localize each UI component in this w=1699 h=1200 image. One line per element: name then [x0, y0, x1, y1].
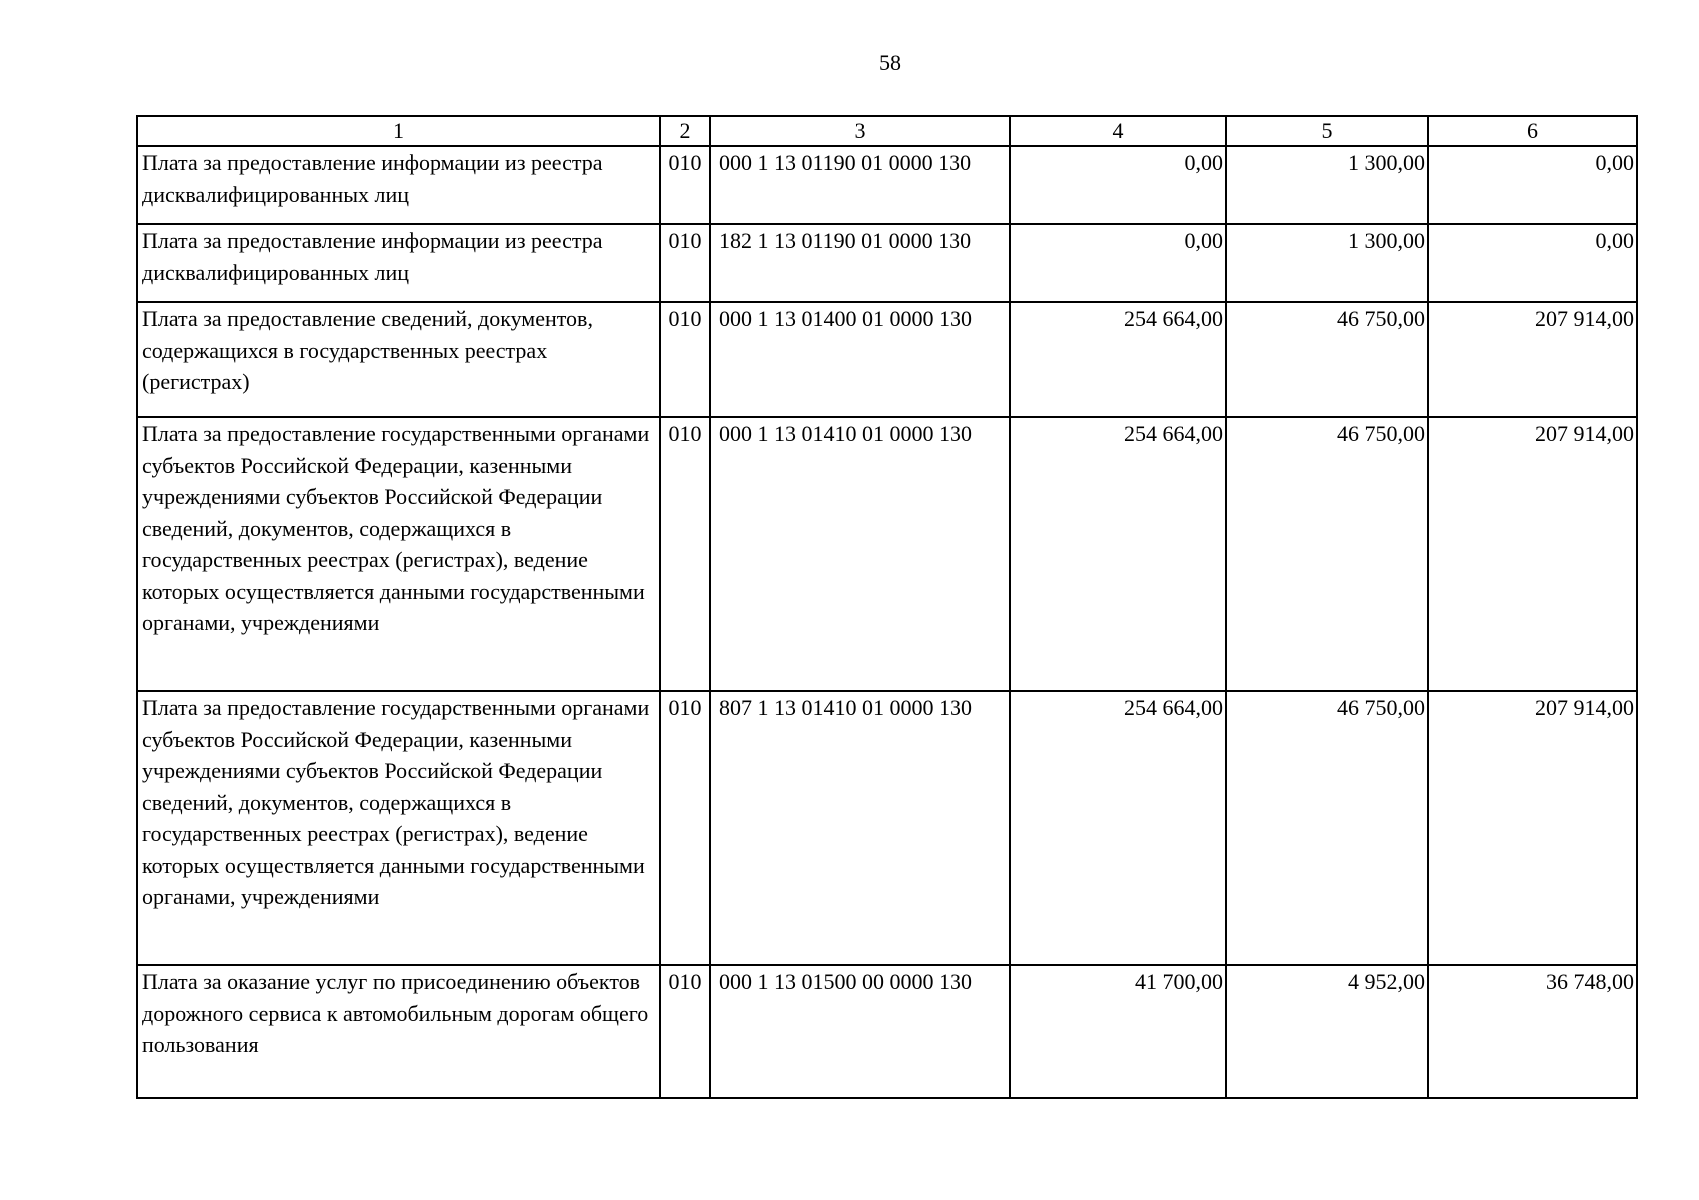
row-name: Плата за предоставление информации из реестра дисквалифицированных лиц [137, 224, 660, 302]
table-row [137, 146, 1637, 224]
row-name: Плата за предоставление государственными органами субъектов Российской Федерации, казенными учреждениями субъектов Российской Федерации сведений, документов, содержащихся в государственных реестрах (регистрах), ведение которых осуществляется данными государственными органами, учреждениями [137, 417, 660, 691]
row-line-code: 010 [660, 691, 710, 965]
row-value-col6: 207 914,00 [1428, 417, 1637, 691]
row-budget-code: 000 1 13 01190 01 0000 130 [710, 146, 1010, 224]
column-header: 5 [1226, 116, 1428, 146]
row-value-col4: 254 664,00 [1010, 417, 1226, 691]
row-line-code: 010 [660, 146, 710, 224]
column-header: 3 [710, 116, 1010, 146]
column-header: 6 [1428, 116, 1637, 146]
row-budget-code: 000 1 13 01410 01 0000 130 [710, 417, 1010, 691]
row-budget-code: 000 1 13 01400 01 0000 130 [710, 302, 1010, 417]
row-value-col4: 0,00 [1010, 224, 1226, 302]
row-value-col4: 254 664,00 [1010, 691, 1226, 965]
row-value-col5: 1 300,00 [1226, 224, 1428, 302]
row-name: Плата за предоставление информации из реестра дисквалифицированных лиц [137, 146, 660, 224]
row-value-col5: 46 750,00 [1226, 302, 1428, 417]
row-budget-code: 182 1 13 01190 01 0000 130 [710, 224, 1010, 302]
row-value-col6: 207 914,00 [1428, 302, 1637, 417]
table-row [137, 417, 1637, 691]
row-name: Плата за предоставление сведений, документов, содержащихся в государственных реестрах (регистрах) [137, 302, 660, 417]
row-name: Плата за предоставление государственными органами субъектов Российской Федерации, казенными учреждениями субъектов Российской Федерации сведений, документов, содержащихся в государственных реестрах (регистрах), ведение которых осуществляется данными государственными органами, учреждениями [137, 691, 660, 965]
row-budget-code: 807 1 13 01410 01 0000 130 [710, 691, 1010, 965]
row-line-code: 010 [660, 302, 710, 417]
row-value-col4: 254 664,00 [1010, 302, 1226, 417]
row-value-col4: 0,00 [1010, 146, 1226, 224]
table-row [137, 224, 1637, 302]
column-header: 2 [660, 116, 710, 146]
row-line-code: 010 [660, 965, 710, 1098]
column-header: 1 [137, 116, 660, 146]
row-line-code: 010 [660, 224, 710, 302]
row-value-col5: 1 300,00 [1226, 146, 1428, 224]
row-name: Плата за оказание услуг по присоединению объектов дорожного сервиса к автомобильным дорогам общего пользования [137, 965, 660, 1098]
row-value-col6: 36 748,00 [1428, 965, 1637, 1098]
table-header-row [137, 116, 1637, 146]
row-value-col6: 0,00 [1428, 224, 1637, 302]
table-row [137, 691, 1637, 965]
row-value-col5: 4 952,00 [1226, 965, 1428, 1098]
row-value-col6: 207 914,00 [1428, 691, 1637, 965]
row-budget-code: 000 1 13 01500 00 0000 130 [710, 965, 1010, 1098]
page-number: 58 [879, 50, 901, 75]
row-line-code: 010 [660, 417, 710, 691]
row-value-col5: 46 750,00 [1226, 417, 1428, 691]
table-row [137, 302, 1637, 417]
table-row [137, 965, 1637, 1098]
row-value-col6: 0,00 [1428, 146, 1637, 224]
column-header: 4 [1010, 116, 1226, 146]
row-value-col5: 46 750,00 [1226, 691, 1428, 965]
row-value-col4: 41 700,00 [1010, 965, 1226, 1098]
budget-table [136, 115, 1638, 1099]
